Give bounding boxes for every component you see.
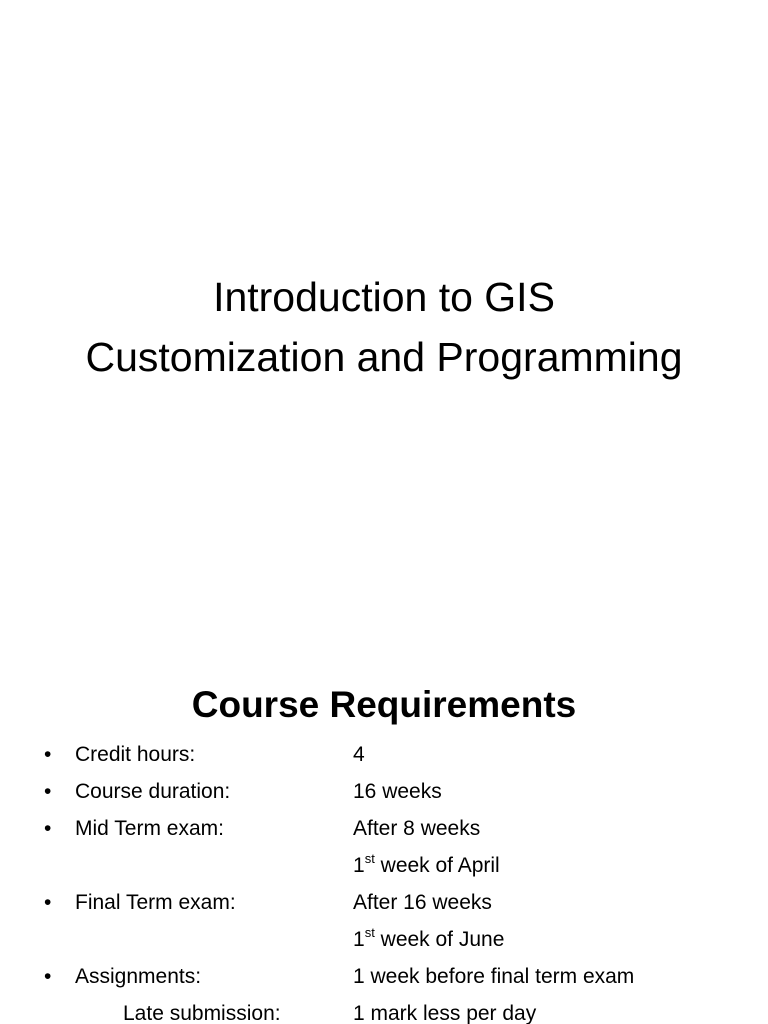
slide-title-line-1: Introduction to GIS [213, 274, 555, 321]
date-text: week of June [374, 928, 505, 951]
requirement-row-mid-term-date [44, 847, 744, 884]
requirement-row-late-submission [44, 995, 744, 1024]
requirement-value: 4 [353, 743, 365, 766]
ordinal-number: 1 [353, 854, 365, 877]
requirement-label: Course duration: [75, 780, 231, 803]
bullet-icon: • [44, 817, 52, 840]
requirement-label: Credit hours: [75, 743, 196, 766]
bullet-icon: • [44, 780, 52, 803]
ordinal-suffix: st [364, 925, 375, 940]
requirement-label: Final Term exam: [75, 891, 236, 914]
requirement-row-mid-term-exam [44, 810, 744, 847]
ordinal-suffix: st [364, 851, 375, 866]
bullet-icon: • [44, 743, 52, 766]
requirement-row-final-term-exam [44, 884, 744, 921]
course-requirements-slide [0, 576, 768, 1024]
requirement-value: 1 week before final term exam [353, 965, 635, 988]
requirement-value: 16 weeks [353, 780, 442, 803]
requirement-label: Mid Term exam: [75, 817, 224, 840]
requirement-row-final-term-date [44, 921, 744, 958]
requirements-list [44, 736, 744, 1024]
requirement-value [353, 847, 500, 884]
slide-title-line-2: Customization and Programming [85, 334, 683, 381]
slide-title [0, 267, 768, 387]
requirement-value: 1 mark less per day [353, 1002, 537, 1024]
date-text: week of April [374, 854, 500, 877]
requirement-row-credit-hours [44, 736, 744, 773]
requirement-label: Assignments: [75, 965, 202, 988]
requirement-value: After 8 weeks [353, 817, 481, 840]
requirement-value: After 16 weeks [353, 891, 492, 914]
bullet-icon: • [44, 891, 52, 914]
bullet-icon: • [44, 965, 52, 988]
requirement-row-course-duration [44, 773, 744, 810]
requirement-label: Late submission: [123, 1002, 281, 1024]
ordinal-number: 1 [353, 928, 365, 951]
course-requirements-heading: Course Requirements [191, 683, 577, 725]
requirement-value [353, 921, 504, 958]
requirement-row-assignments [44, 958, 744, 995]
